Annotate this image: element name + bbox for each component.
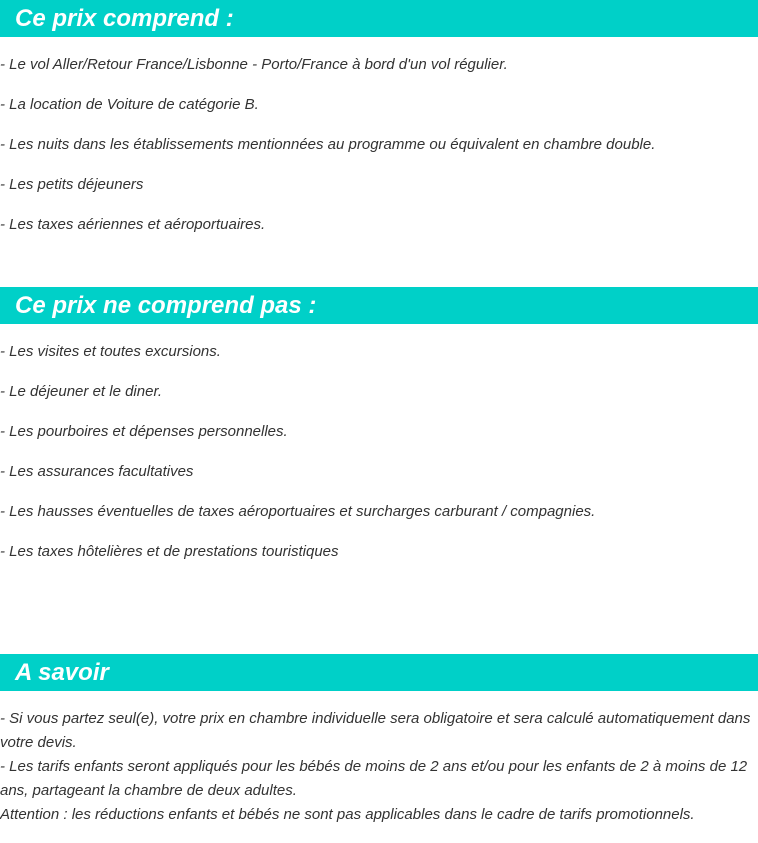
info-paragraph-child-rates: - Les tarifs enfants seront appliqués pour les bébés de moins de 2 ans et/ou pour les enfants de 2 à moins de 12 ans, partageant la chambre de deux adultes. [0, 758, 748, 799]
excluded-item: - Le déjeuner et le diner. [0, 383, 163, 400]
info-section-header [0, 654, 758, 691]
included-item: - Les taxes aériennes et aéroportuaires. [0, 216, 266, 233]
excluded-item: - Les pourboires et dépenses personnelles. [0, 423, 288, 440]
excluded-list [0, 343, 595, 583]
excluded-item: - Les hausses éventuelles de taxes aéroportuaires et surcharges carburant / compagnies. [0, 503, 596, 520]
included-item: - Les petits déjeuners [0, 176, 144, 193]
included-item: - La location de Voiture de catégorie B. [0, 96, 259, 113]
included-section-title: Ce prix comprend : [15, 5, 234, 32]
included-list [0, 56, 655, 256]
excluded-item: - Les visites et toutes excursions. [0, 343, 221, 360]
info-paragraph-single-room: - Si vous partez seul(e), votre prix en chambre individuelle sera obligatoire et sera calculé automatiquement dans votre devis. [0, 710, 751, 751]
excluded-item: - Les taxes hôtelières et de prestations touristiques [0, 543, 339, 560]
included-item: - Le vol Aller/Retour France/Lisbonne - Porto/France à bord d'un vol régulier. [0, 56, 508, 73]
info-paragraph-attention: Attention : les réductions enfants et bébés ne sont pas applicables dans le cadre de tarifs promotionnels. [0, 806, 695, 823]
included-section-header [0, 0, 758, 37]
included-item: - Les nuits dans les établissements mentionnées au programme ou équivalent en chambre double. [0, 136, 656, 153]
excluded-section-title: Ce prix ne comprend pas : [15, 292, 317, 319]
excluded-item: - Les assurances facultatives [0, 463, 194, 480]
excluded-section-header [0, 287, 758, 324]
info-section-title: A savoir [15, 659, 109, 686]
